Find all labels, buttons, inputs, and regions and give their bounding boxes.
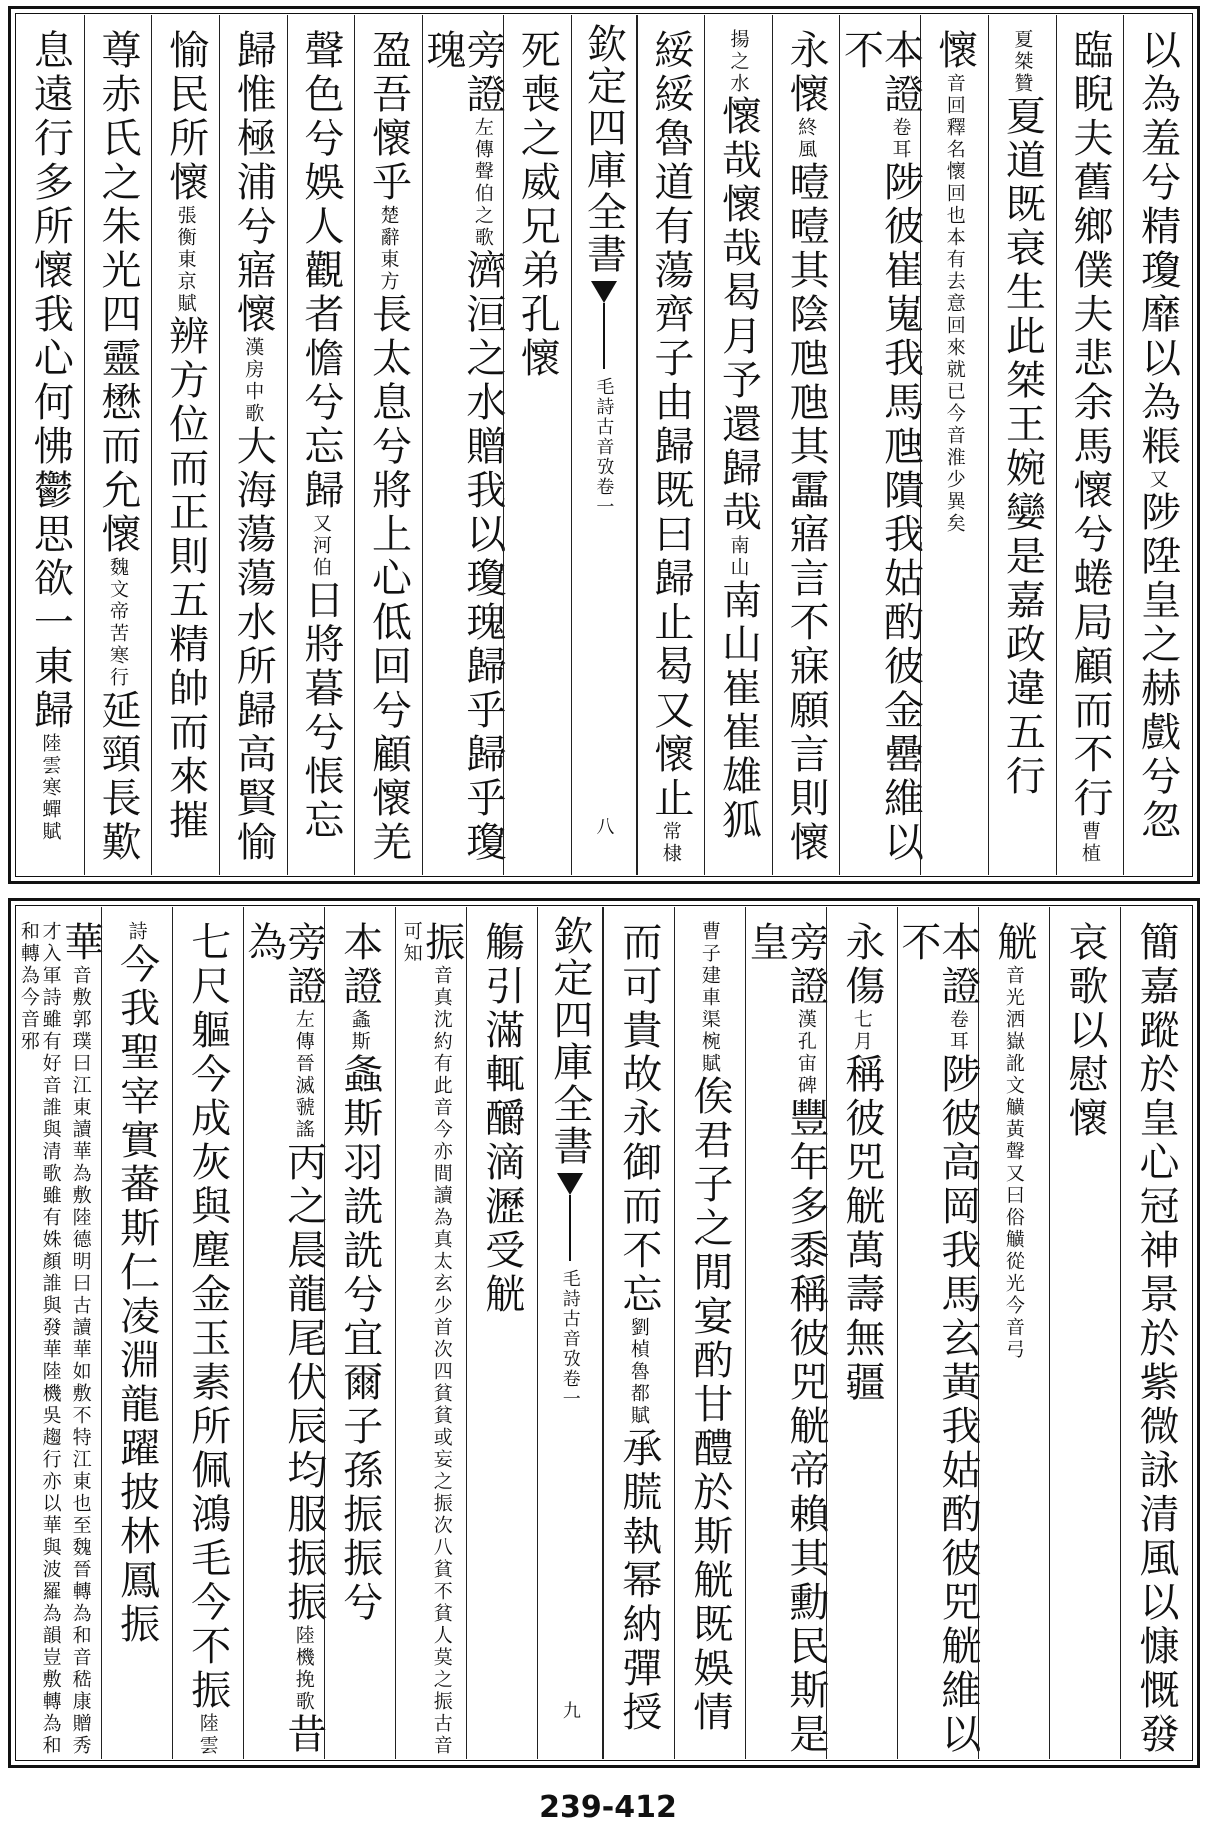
column-text bbox=[365, 29, 412, 865]
main-text: 觴引滿輒釂滴瀝受觥 bbox=[478, 921, 525, 1317]
main-text: 陟陞皇之赫戲兮忽 bbox=[1134, 491, 1181, 843]
inline-note: 音敷郭璞曰江東讀華為敷陸德明曰古讀華如敷不特江東也至魏晉轉為和音嵇康贈秀才入軍詩雖有好音誰與清歌雖有姝顏誰與發華陸機吳趨行亦以華與波羅為韻豈敷轉為和和轉為今音邪 bbox=[17, 921, 92, 1757]
page-number: 239-412 bbox=[539, 1790, 677, 1825]
main-text: 旁證 bbox=[459, 29, 506, 117]
inline-note: 魏文帝苦寒行 bbox=[106, 557, 129, 689]
text-column bbox=[742, 907, 829, 1759]
fish-tail-ornament-icon bbox=[557, 1173, 583, 1263]
main-text: 尊赤氏之朱光四靈懋而允懷 bbox=[94, 29, 141, 557]
top-page bbox=[8, 6, 1200, 884]
inline-note: 卷耳 bbox=[946, 1009, 969, 1053]
top-columns bbox=[17, 15, 1191, 875]
column-text bbox=[615, 921, 662, 1735]
text-column bbox=[603, 907, 674, 1759]
main-text: 綏綏魯道有蕩齊子由歸既曰歸止曷又懷止 bbox=[647, 29, 694, 821]
column-text bbox=[230, 29, 277, 865]
main-text: 大海蕩蕩水所歸高賢愉 bbox=[230, 425, 277, 865]
main-text: 歸惟極浦兮寤懷 bbox=[230, 29, 277, 337]
folio-number: 八 bbox=[593, 817, 615, 835]
inline-note: 音回釋名懷回也本有去意回來就已今音淮少異矣 bbox=[943, 73, 966, 535]
main-text: 螽斯羽詵詵兮宜爾子孫振振兮 bbox=[336, 1053, 383, 1625]
main-text: 曀曀其陰虺虺其靁寤言不寐願言則懷 bbox=[783, 161, 830, 865]
text-column bbox=[324, 907, 395, 1759]
text-column bbox=[354, 15, 422, 875]
column-text bbox=[894, 921, 981, 1759]
inline-note: 常棣 bbox=[659, 821, 682, 865]
main-text: 永傷 bbox=[838, 921, 885, 1009]
text-column bbox=[920, 15, 988, 875]
text-column bbox=[172, 907, 243, 1759]
book-series-title: 欽定四庫全書 bbox=[546, 915, 593, 1167]
main-text: 陟彼崔嵬我馬虺隤我姑酌彼金罍維以不 bbox=[837, 29, 924, 865]
column-text bbox=[297, 29, 344, 843]
inline-note: 左傳聲伯之歌 bbox=[471, 117, 494, 249]
text-column bbox=[637, 15, 705, 875]
text-column bbox=[1056, 15, 1124, 875]
main-text: 簡嘉蹤於皇心冠神景於紫微詠清風以慷慨發 bbox=[1132, 921, 1179, 1757]
main-text: 俟君子之閒宴酌甘醴於斯觥既娛情 bbox=[686, 1075, 733, 1735]
inline-note: 又 bbox=[1146, 469, 1169, 491]
inline-note: 音真沈約有此音今亦間讀為真太玄少首次四貧貧或妄之振次八貧不貧人莫之振古音可知 bbox=[400, 921, 453, 1757]
main-text: 承㬻執幂納彈授 bbox=[615, 1427, 662, 1735]
inline-note: 曹植 bbox=[1079, 821, 1102, 865]
column-text bbox=[783, 29, 830, 865]
text-column bbox=[1120, 907, 1191, 1759]
book-name: 毛詩古音攷 bbox=[593, 377, 615, 477]
text-column bbox=[674, 907, 745, 1759]
text-column bbox=[101, 907, 172, 1759]
column-text bbox=[1132, 921, 1179, 1757]
column-text bbox=[336, 921, 383, 1625]
column-text bbox=[837, 29, 924, 875]
inline-note: 螽斯 bbox=[348, 1009, 371, 1053]
column-text bbox=[478, 921, 525, 1317]
text-column bbox=[151, 15, 219, 875]
inline-note: 卷耳 bbox=[889, 117, 912, 161]
main-text: 本證 bbox=[877, 29, 924, 117]
inline-note: 漢房中歌 bbox=[242, 337, 265, 425]
book-name: 毛詩古音攷 bbox=[559, 1269, 581, 1369]
main-text: 南山崔崔雄狐 bbox=[715, 579, 762, 843]
book-info bbox=[594, 377, 614, 517]
column-text bbox=[94, 29, 141, 865]
main-text: 今我聖宰實蕃斯仁凌淵龍躍披林鳳振 bbox=[113, 943, 160, 1647]
column-text bbox=[240, 921, 327, 1759]
main-text: 懷 bbox=[931, 29, 978, 73]
text-column bbox=[1049, 907, 1120, 1759]
column-text bbox=[514, 29, 561, 381]
text-column bbox=[837, 15, 924, 875]
text-column bbox=[988, 15, 1056, 875]
text-column bbox=[772, 15, 840, 875]
main-text: 本證 bbox=[934, 921, 981, 1009]
main-text: 濟洹之水贈我以瓊瑰歸乎歸乎瓊瑰 bbox=[419, 29, 506, 865]
inline-note: 劉楨魯都賦 bbox=[627, 1317, 650, 1427]
main-text: 夏道既衰生此桀王婉孌是嘉政違五行 bbox=[999, 95, 1046, 799]
text-column bbox=[287, 15, 355, 875]
column-text bbox=[113, 921, 160, 1647]
inline-note: 左傳晉滅虢謠 bbox=[292, 1009, 315, 1141]
inline-note: 陸雲 bbox=[196, 1713, 219, 1757]
inline-note: 楚辭東方 bbox=[377, 205, 400, 293]
center-column bbox=[571, 15, 637, 875]
fish-tail-ornament-icon bbox=[591, 281, 617, 371]
main-text: 死喪之威兄弟孔懷 bbox=[514, 29, 561, 381]
text-column bbox=[17, 15, 84, 875]
main-text: 長太息兮將上心低回兮顧懷羌 bbox=[365, 293, 412, 865]
main-text: 辨方位而正則五精帥而來摧 bbox=[162, 315, 209, 843]
center-column bbox=[537, 907, 603, 1759]
text-column bbox=[1123, 15, 1191, 875]
text-column bbox=[419, 15, 506, 875]
column-text bbox=[931, 29, 978, 535]
main-text: 豐年多黍稱彼兕觥帝賴其勳民斯是皇 bbox=[742, 921, 829, 1757]
column-text bbox=[400, 921, 465, 1759]
volume-label: 卷一 bbox=[559, 1369, 581, 1409]
main-text: 息遠行多所懷我心何怫鬱思欲一東歸 bbox=[27, 29, 74, 733]
main-text: 以為羞兮精瓊靡以為粻 bbox=[1134, 29, 1181, 469]
inline-note: 揚之水 bbox=[727, 29, 750, 95]
main-text: 聲色兮娛人觀者憺兮忘歸 bbox=[297, 29, 344, 513]
main-text: 華 bbox=[57, 921, 104, 965]
inline-note: 夏桀贊 bbox=[1011, 29, 1034, 95]
main-text: 而可貴故永御而不忘 bbox=[615, 921, 662, 1317]
book-info bbox=[560, 1269, 580, 1409]
column-text bbox=[686, 921, 733, 1735]
column-text bbox=[1067, 29, 1114, 865]
text-column bbox=[240, 907, 327, 1759]
book-series-title: 欽定四庫全書 bbox=[580, 23, 627, 275]
bottom-columns bbox=[17, 907, 1191, 1759]
main-text: 陟彼高岡我馬玄黃我姑酌彼兕觥維以不 bbox=[894, 921, 981, 1757]
inline-note: 終風 bbox=[795, 117, 818, 161]
text-column bbox=[17, 907, 104, 1759]
main-text: 本證 bbox=[336, 921, 383, 1009]
inline-note: 七月 bbox=[850, 1009, 873, 1053]
column-text bbox=[17, 921, 104, 1759]
text-column bbox=[826, 907, 897, 1759]
main-text: 盈吾懷乎 bbox=[365, 29, 412, 205]
column-text bbox=[715, 29, 762, 843]
inline-note: 漢孔宙碑 bbox=[794, 1009, 817, 1097]
main-text: 振 bbox=[418, 921, 465, 965]
text-column bbox=[219, 15, 287, 875]
main-text: 懷哉懷哉曷月予還歸哉 bbox=[715, 95, 762, 535]
main-text: 旁證 bbox=[782, 921, 829, 1009]
main-text: 愉民所懷 bbox=[162, 29, 209, 205]
text-column bbox=[84, 15, 152, 875]
inline-note: 曹子建車渠椀賦 bbox=[698, 921, 721, 1075]
column-text bbox=[838, 921, 885, 1405]
column-text bbox=[184, 921, 231, 1757]
main-text: 哀歌以慰懷 bbox=[1061, 921, 1108, 1141]
main-text: 旁證 bbox=[280, 921, 327, 1009]
column-text bbox=[1134, 29, 1181, 843]
main-text: 昔為 bbox=[240, 921, 327, 1757]
main-text: 延頸長歎 bbox=[94, 689, 141, 865]
inline-note: 南山 bbox=[727, 535, 750, 579]
main-text: 七尺軀今成灰與塵金玉素所佩鴻毛今不振 bbox=[184, 921, 231, 1713]
main-text: 觥 bbox=[990, 921, 1037, 965]
column-text bbox=[419, 29, 506, 875]
text-column bbox=[978, 907, 1049, 1759]
volume-label: 卷一 bbox=[593, 477, 615, 517]
column-text bbox=[742, 921, 829, 1759]
inline-note: 陸雲寒蟬賦 bbox=[39, 733, 62, 843]
inline-note: 又河伯 bbox=[309, 513, 332, 579]
bottom-page bbox=[8, 898, 1200, 1768]
folio-number: 九 bbox=[559, 1701, 581, 1719]
column-text bbox=[27, 29, 74, 843]
text-column bbox=[466, 907, 537, 1759]
main-text: 日將暮兮悵忘 bbox=[297, 579, 344, 843]
column-text bbox=[990, 921, 1037, 1361]
text-column bbox=[395, 907, 466, 1759]
inline-note: 音光洒嶽訛文觵黃聲又曰俗觵從光今音弓 bbox=[1002, 965, 1025, 1361]
inline-note: 詩 bbox=[125, 921, 148, 943]
text-column bbox=[894, 907, 981, 1759]
inline-note: 張衡東京賦 bbox=[174, 205, 197, 315]
column-text bbox=[647, 29, 694, 865]
main-text: 永懷 bbox=[783, 29, 830, 117]
column-text bbox=[999, 29, 1046, 799]
main-text: 丙之晨龍尾伏辰均服振振 bbox=[280, 1141, 327, 1625]
column-text bbox=[1061, 921, 1108, 1141]
inline-note: 陸機挽歌 bbox=[292, 1625, 315, 1713]
main-text: 臨睨夫舊鄉僕夫悲余馬懷兮蜷局顧而不行 bbox=[1067, 29, 1114, 821]
text-column bbox=[503, 15, 571, 875]
text-column bbox=[704, 15, 772, 875]
main-text: 稱彼兕觥萬壽無疆 bbox=[838, 1053, 885, 1405]
column-text bbox=[162, 29, 209, 843]
